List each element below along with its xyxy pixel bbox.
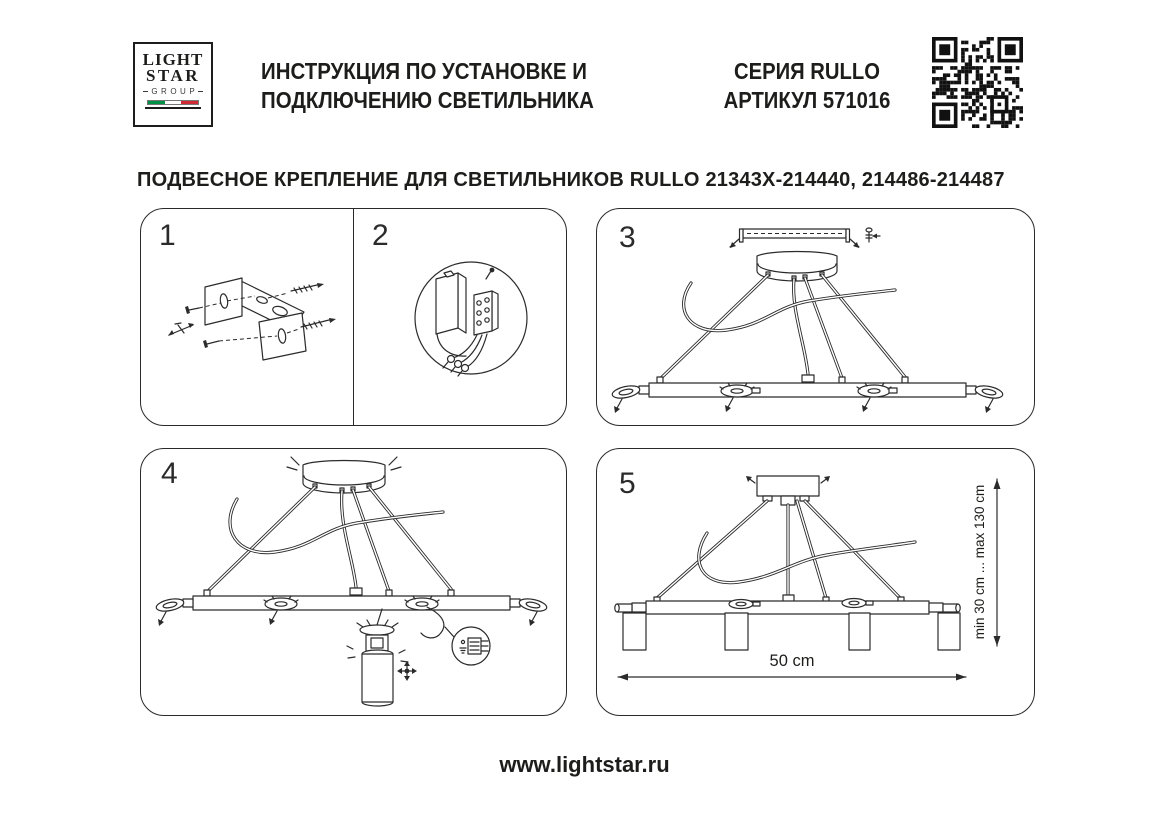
- fixture-bar: [615, 595, 960, 614]
- lamp-shades: [623, 613, 960, 650]
- step4-assembly-drawing: [141, 449, 565, 714]
- subtitle: ПОДВЕСНОЕ КРЕПЛЕНИЕ ДЛЯ СВЕТИЛЬНИКОВ RULLO 21343X-214440, 214486-214487: [137, 169, 1005, 191]
- qr-code: [932, 37, 1023, 128]
- document-title: [261, 57, 594, 114]
- fixture-bar: [155, 588, 548, 626]
- step2-wiring-drawing: [354, 209, 565, 424]
- flag-white: [165, 101, 182, 104]
- power-wire: [230, 499, 443, 553]
- connection-wire: [421, 607, 454, 638]
- logo-rule-right: [198, 91, 203, 92]
- panel-step-3: [596, 208, 1035, 426]
- step5-final-drawing: [597, 449, 1033, 714]
- width-dimension-label: 50 cm: [769, 652, 815, 670]
- product-info: [708, 57, 905, 114]
- dimension-height: [972, 479, 1001, 646]
- logo-word-light: LIGHT: [142, 50, 204, 69]
- step-number-5: 5: [619, 467, 636, 500]
- series-label: СЕРИЯ RULLO: [733, 58, 881, 84]
- title-line-2: ПОДКЛЮЧЕНИЮ СВЕТИЛЬНИКА: [261, 86, 594, 113]
- title-line-1: ИНСТРУКЦИЯ ПО УСТАНОВКЕ И: [261, 58, 587, 84]
- fixing-screws: [614, 398, 993, 413]
- logo-underline: [145, 107, 201, 109]
- panel-step-4: [140, 448, 567, 716]
- logo-word-star: STAR: [145, 66, 201, 85]
- ceiling-mount-bar: [730, 228, 880, 248]
- website-url: www.lightstar.ru: [499, 752, 670, 777]
- step1-bracket-drawing: [141, 209, 353, 424]
- suspension-cables: [207, 487, 451, 592]
- lightstar-logo: [133, 42, 213, 127]
- logo-rule-left: [143, 91, 148, 92]
- height-dimension-label: min 30 cm ... max 130 cm: [972, 484, 987, 640]
- canopy: [287, 457, 401, 493]
- wall-plug-upper: [268, 283, 324, 298]
- step3-suspension-drawing: [597, 209, 1033, 424]
- article-label: АРТИКУЛ 571016: [723, 86, 891, 113]
- flag-green: [148, 101, 165, 104]
- panel-step-5: [596, 448, 1035, 716]
- terminal-detail-circle: [452, 627, 490, 665]
- step-number-2: 2: [372, 219, 389, 252]
- step-number-4: 4: [161, 457, 178, 490]
- rotate-screw-icon: [397, 661, 417, 681]
- panel-step-1-2: [140, 208, 567, 426]
- detail-circle: [415, 262, 527, 374]
- step-number-1: 1: [159, 219, 176, 252]
- logo-word-group: GROUP: [143, 87, 202, 96]
- dimension-width: [618, 652, 966, 681]
- step-number-3: 3: [619, 221, 636, 254]
- screw-icon: [168, 323, 194, 336]
- canopy-box: [746, 476, 830, 505]
- flag-red: [181, 101, 198, 104]
- mounting-bracket: [205, 278, 306, 360]
- italian-flag-icon: [147, 100, 199, 105]
- lamp-assembly: [347, 609, 408, 706]
- power-wire: [699, 533, 915, 583]
- fixture-bar: [611, 375, 1004, 400]
